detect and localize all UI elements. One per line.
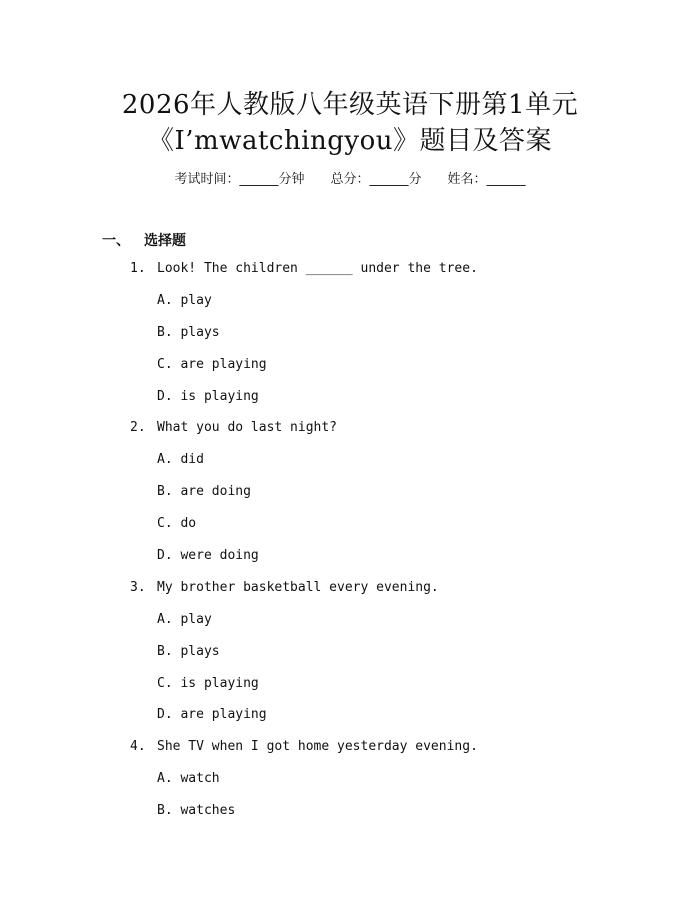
answer-option: A. did [157,452,204,468]
question-text: My brother basketball every evening. [157,579,439,595]
answer-option: A. watch [157,771,220,787]
question [0,577,700,609]
question-text: She TV when I got home yesterday evening. [157,739,478,755]
name-label: 姓名：______ [447,172,526,187]
document-title-line1: 2026年人教版八年级英语下册第1单元 [121,90,579,120]
answer-option: A. play [157,611,212,627]
question [0,736,700,768]
question-list [0,258,700,832]
question [0,417,700,449]
section-heading [102,230,186,250]
answer-option: A. play [157,292,212,308]
document-title-line2: 《I’mwatchingyou》题目及答案 [148,126,552,156]
answer-option: C. do [157,516,197,532]
section-title: 选择题 [144,233,186,249]
question-number: 4. [130,739,146,755]
question-text: Look! The children ______ under the tree. [157,261,478,276]
answer-option: C. is playing [157,675,259,691]
question-number: 3. [130,579,146,595]
answer-option: C. are playing [157,356,267,372]
question-number: 1. [130,261,146,276]
answer-option: B. plays [157,643,220,659]
answer-option: D. is playing [157,388,259,404]
exam-time-label: 考试时间：______分钟 [174,172,305,187]
question-number: 2. [130,420,146,436]
exam-meta [0,168,700,187]
answer-option: D. were doing [157,548,259,564]
total-score-label: 总分：______分 [330,172,422,187]
question-text: What you do last night? [157,420,338,436]
answer-option: B. are doing [157,484,251,500]
section-number: 一、 [102,233,130,249]
question [0,258,700,290]
answer-option: D. are playing [157,707,267,723]
answer-option: B. watches [157,803,236,819]
answer-option: B. plays [157,324,220,340]
